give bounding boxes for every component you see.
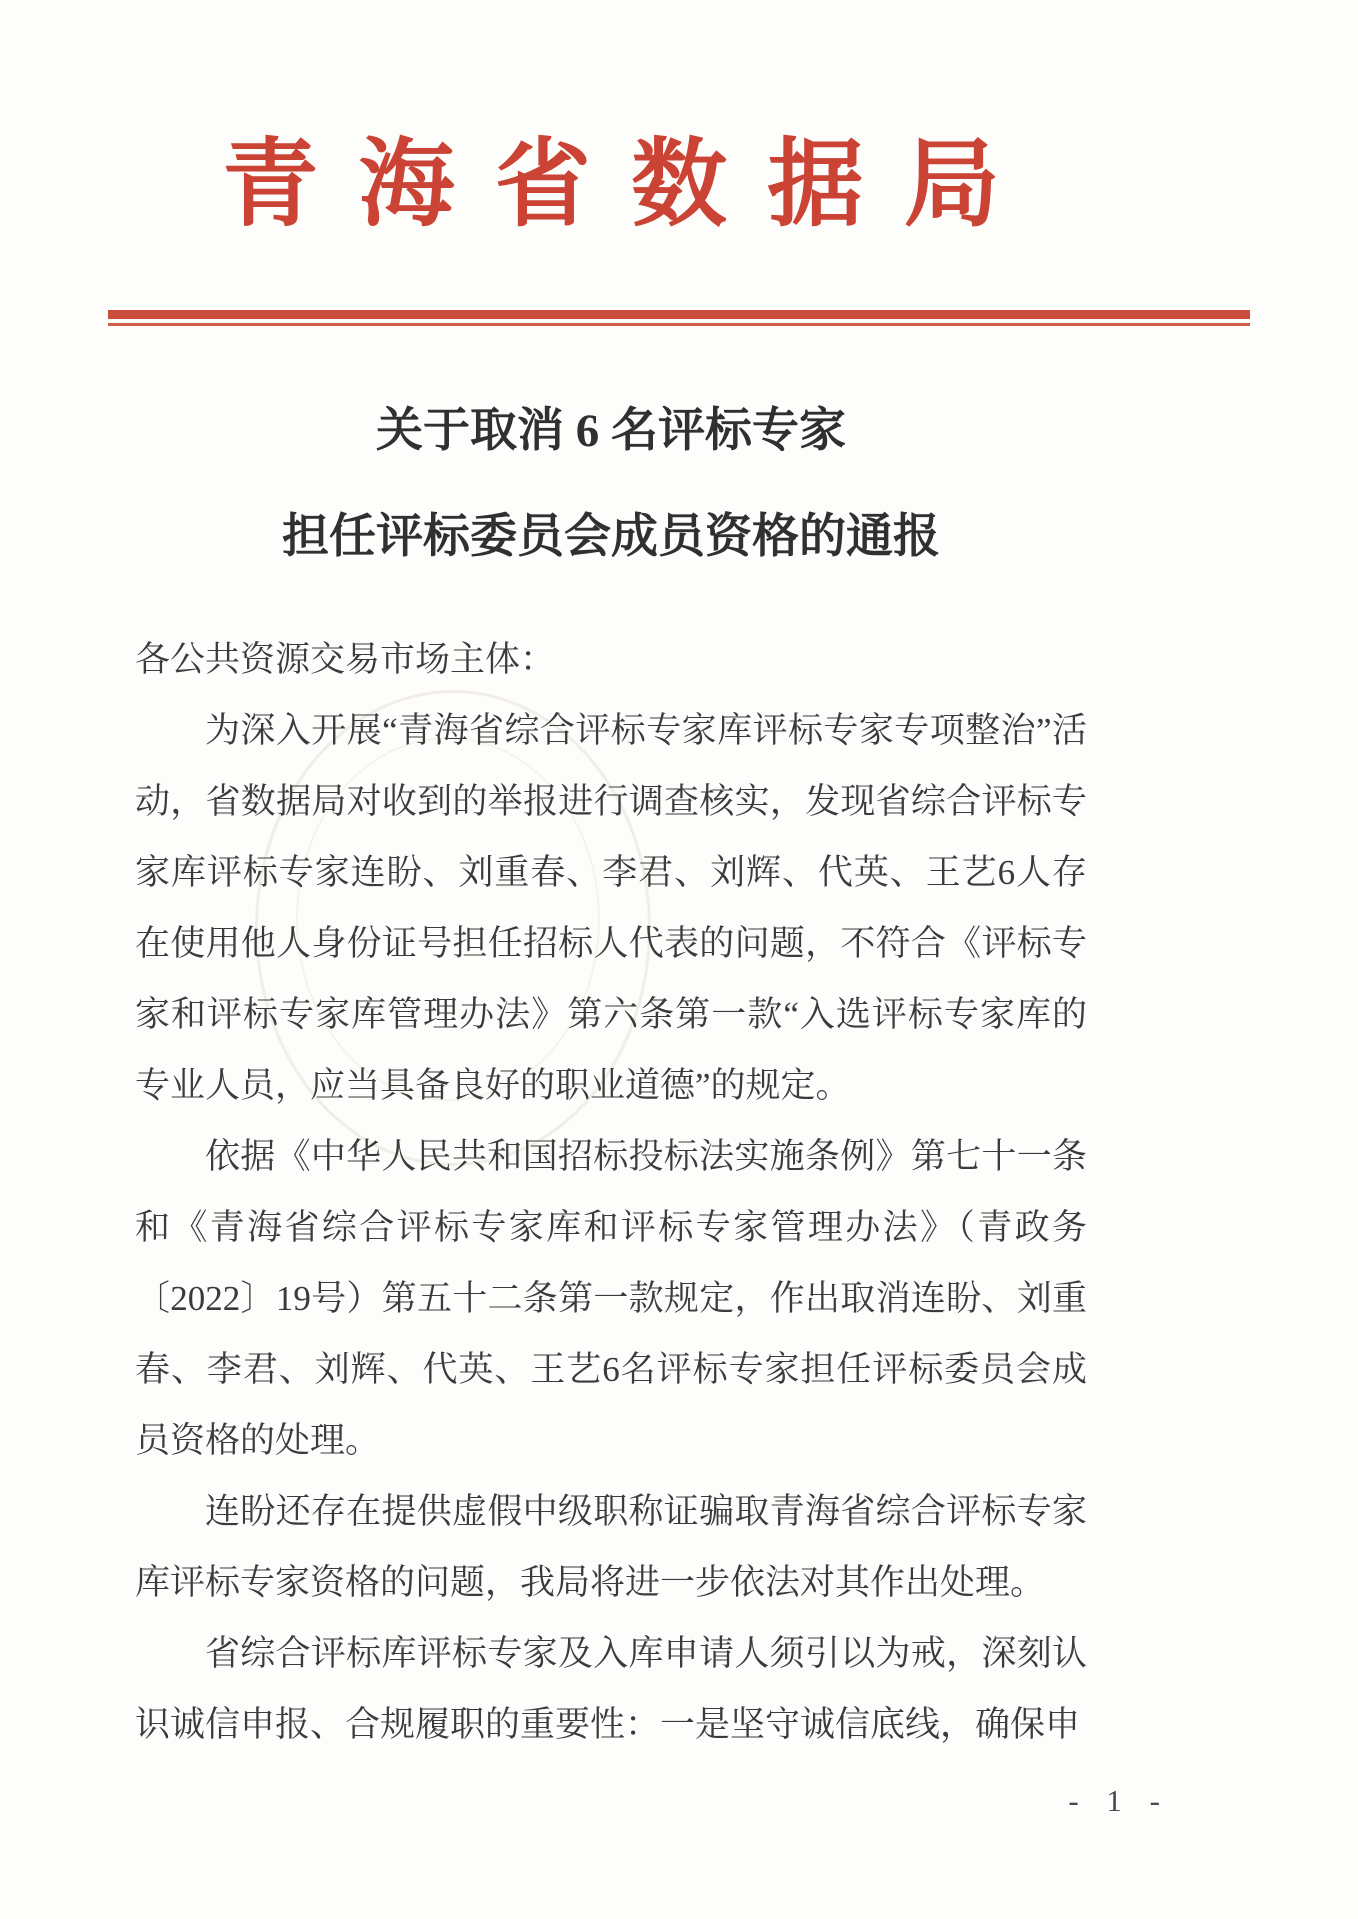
document-title	[135, 378, 1087, 590]
salutation: 各公共资源交易市场主体：	[135, 639, 556, 679]
paragraph-3: 连盼还存在提供虚假中级职称证骗取青海省综合评标专家库评标专家资格的问题，我局将进一步依法对其作出处理。	[135, 1491, 1087, 1602]
red-header-rule	[108, 310, 1250, 326]
paragraph-2: 依据《中华人民共和国招标投标法实施条例》第七十一条和《青海省综合评标专家库和评标专家管理办法》（青政务〔2022〕19号）第五十二条第一款规定，作出取消连盼、刘重春、李君、刘辉、代英、王艺6名评标专家担任评标委员会成员资格的处理。	[135, 1136, 1087, 1460]
page-number: - 1 -	[1068, 1783, 1170, 1818]
content-column	[135, 0, 1087, 238]
red-rule-thin-bar	[108, 323, 1250, 326]
paragraph-1: 为深入开展“青海省综合评标专家库评标专家专项整治”活动，省数据局对收到的举报进行调查核实，发现省综合评标专家库评标专家连盼、刘重春、李君、刘辉、代英、王艺6人存在使用他人身份证号担任招标人代表的问题，不符合《评标专家和评标专家库管理办法》第六条第一款“入选评标专家库的专业人员，应当具备良好的职业道德”的规定。	[135, 710, 1087, 1105]
red-rule-thick-bar	[108, 310, 1250, 319]
paragraph-4: 省综合评标库评标专家及入库申请人须引以为戒，深刻认识诚信申报、合规履职的重要性：一是坚守诚信底线，确保申	[135, 1633, 1087, 1744]
document-title-line1: 关于取消 6 名评标专家	[376, 404, 846, 457]
content-column-body	[135, 378, 1087, 1760]
document-body	[135, 624, 1087, 1760]
agency-header: 青海省数据局	[222, 131, 1041, 238]
document-title-line2: 担任评标委员会成员资格的通报	[282, 510, 940, 563]
